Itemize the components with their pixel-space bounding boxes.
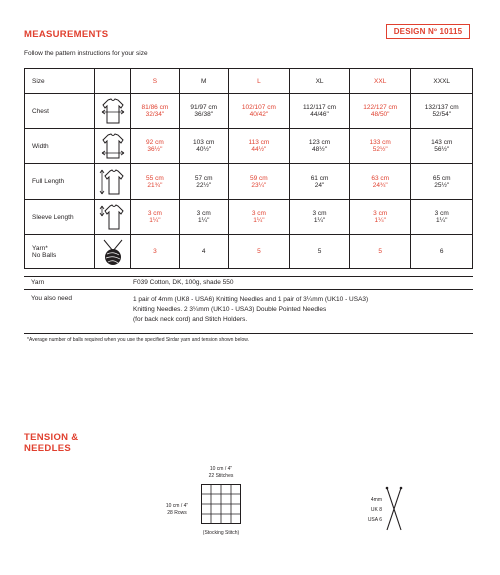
table-cell: 65 cm 25½" [411,164,473,200]
size-header-xxxl: XXXL [411,69,473,94]
row-label-sleeve-length: Sleeve Length [25,200,95,235]
table-cell: 55 cm 21¾" [131,164,180,200]
table-cell: 61 cm 24" [290,164,350,200]
table-row [25,129,473,164]
table-row [25,200,473,235]
table-cell: 3 cm 1¼" [179,200,228,235]
table-cell: 3 cm 1¼" [349,200,411,235]
table-cell: 92 cm 36½" [131,129,180,164]
row-label-width: Width [25,129,95,164]
table-row-yarn [25,235,473,269]
design-number-badge: DESIGN Nº 10115 [386,24,470,39]
table-cell: 63 cm 24¾" [349,164,411,200]
table-cell: 3 cm 1¼" [131,200,180,235]
width-icon [95,129,131,164]
tension-stitches-label: 10 cm / 4" 22 Stitches [208,466,234,479]
tension-rows-label: 10 cm / 4" 28 Rows [165,503,189,516]
size-label: Size [25,69,95,94]
size-header-xxl: XXL [349,69,411,94]
table-cell: 81/86 cm 32/34" [131,94,180,129]
table-row [25,94,473,129]
tension-heading: TENSION & NEEDLES [24,432,79,454]
table-cell: 3 cm 1¼" [411,200,473,235]
table-cell: 102/107 cm 40/42" [228,94,290,129]
yarn-label: Yarn [31,279,45,286]
size-header-xl: XL [290,69,350,94]
row-label-chest: Chest [25,94,95,129]
table-cell: 122/127 cm 48/50" [349,94,411,129]
balls-l: 5 [228,235,290,269]
table-cell: 91/97 cm 36/38" [179,94,228,129]
table-cell: 103 cm 40½" [179,129,228,164]
table-cell: 132/137 cm 52/54" [411,94,473,129]
yarn-ball-icon [95,235,131,269]
needle-size-labels: 4mm UK 8 USA 6 [367,497,382,523]
length-icon [95,164,131,200]
table-cell: 59 cm 23¼" [228,164,290,200]
table-row [25,164,473,200]
size-header-l: L [228,69,290,94]
balls-xl: 5 [290,235,350,269]
table-cell: 57 cm 22½" [179,164,228,200]
need-line: (for back neck cord) and Stitch Holders. [133,316,248,323]
table-cell: 133 cm 52½" [349,129,411,164]
need-line: 1 pair of 4mm (UK8 - USA6) Knitting Needles and 1 pair of 3¼mm (UK10 - USA3) [133,296,369,303]
balls-m: 4 [179,235,228,269]
need-list [133,295,368,325]
balls-xxxl: 6 [411,235,473,269]
sleeve-icon [95,200,131,235]
table-cell: 123 cm 48½" [290,129,350,164]
size-header-m: M [179,69,228,94]
size-header-s: S [131,69,180,94]
table-cell: 112/117 cm 44/46" [290,94,350,129]
table-cell: 3 cm 1¼" [290,200,350,235]
page-title: MEASUREMENTS [24,29,109,40]
tension-stitch-type: (Stocking Stitch) [202,530,240,536]
table-cell: 3 cm 1¼" [228,200,290,235]
measurements-table [24,68,473,269]
table-cell: 143 cm 56½" [411,129,473,164]
tension-grid [201,484,241,524]
divider [24,289,473,290]
row-label-full-length: Full Length [25,164,95,200]
balls-xxl: 5 [349,235,411,269]
need-label: You also need [31,295,72,302]
table-cell: 113 cm 44½" [228,129,290,164]
chest-icon [95,94,131,129]
footnote: *Average number of balls required when you use the specified Sirdar yarn and tension shown below. [27,337,249,343]
need-line: Knitting Needles. 2 3¼mm (UK10 - USA3) Double Pointed Needles [133,306,327,313]
yarn-value: F039 Cotton, DK, 100g, shade 550 [133,279,234,286]
crossed-needles-icon [384,486,404,532]
row-label-yarn: Yarn* No Balls [25,235,95,269]
balls-s: 3 [131,235,180,269]
table-header-row [25,69,473,94]
intro-text: Follow the pattern instructions for your size [24,50,148,57]
